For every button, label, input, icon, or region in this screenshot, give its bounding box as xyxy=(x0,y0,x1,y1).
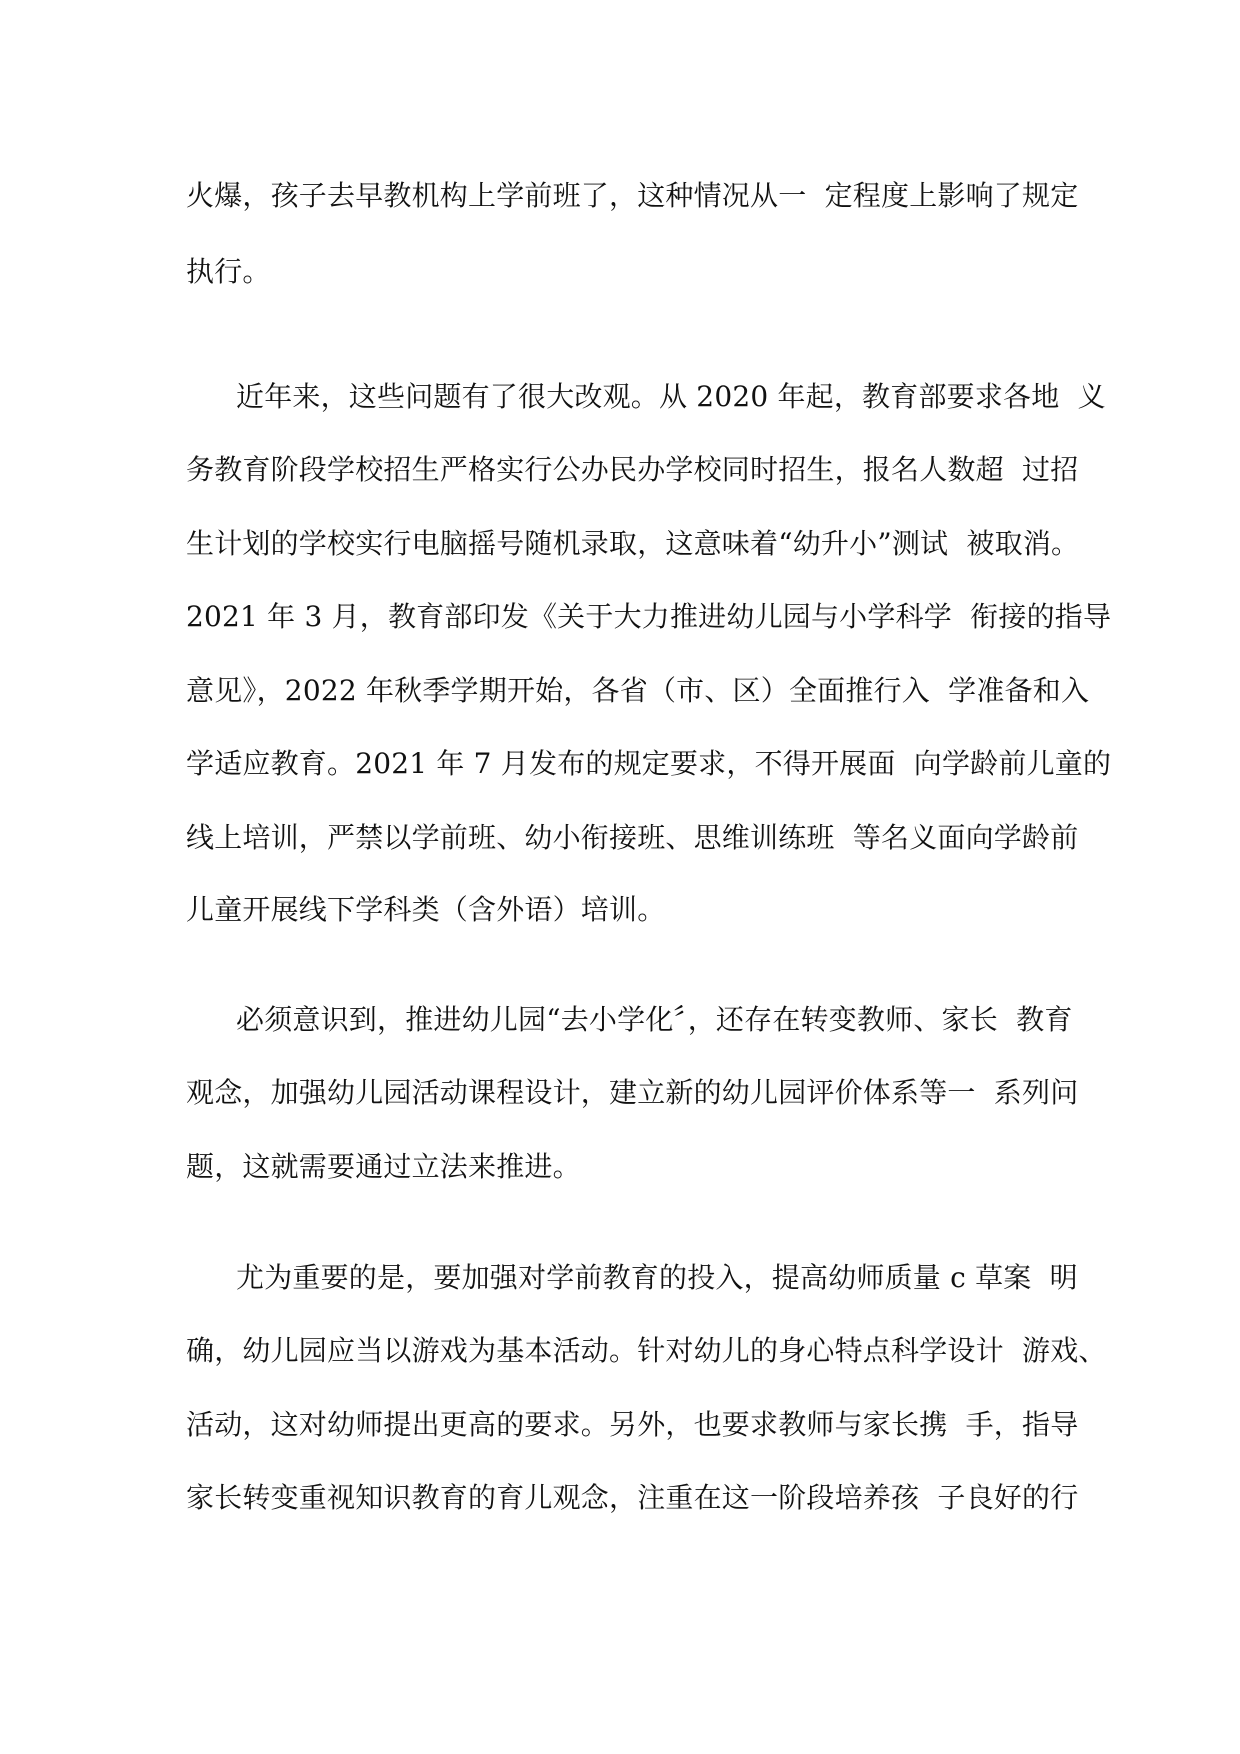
paragraph-4-line-1: 尤为重要的是，要加强对学前教育的投入，提高幼师质量 c 草案 明 xyxy=(236,1261,1078,1294)
paragraph-1-line-1: 火爆，孩子去早教机构上学前班了，这种情况从一 定程度上影响了规定 xyxy=(186,179,1079,212)
paragraph-2-line-4: 2021 年 3 月，教育部印发《关于大力推进幼儿园与小学科学 衔接的指导 xyxy=(186,600,1112,633)
paragraph-2-line-7: 线上培训，严禁以学前班、幼小衔接班、思维训练班 等名义面向学龄前 xyxy=(186,821,1079,854)
paragraph-2-line-6: 学适应教育。2021 年 7 月发布的规定要求，不得开展面 向学龄前儿童的 xyxy=(186,747,1112,780)
paragraph-2-line-8: 儿童开展线下学科类（含外语）培训。 xyxy=(186,893,666,926)
paragraph-3-line-3: 题，这就需要通过立法来推进。 xyxy=(186,1150,581,1183)
paragraph-3-line-2: 观念，加强幼儿园活动课程设计，建立新的幼儿园评价体系等一 系列问 xyxy=(186,1076,1079,1109)
paragraph-2-line-2: 务教育阶段学校招生严格实行公办民办学校同时招生，报名人数超 过招 xyxy=(186,453,1079,486)
paragraph-2-line-3: 生计划的学校实行电脑摇号随机录取，这意味着“幼升小”测试 被取消。 xyxy=(186,527,1080,560)
paragraph-4-line-3: 活动，这对幼师提出更高的要求。另外，也要求教师与家长携 手，指导 xyxy=(186,1408,1079,1441)
paragraph-1-line-2: 执行。 xyxy=(186,255,271,288)
paragraph-2-line-5: 意见》，2022 年秋季学期开始，各省（市、区）全面推行入 学准备和入 xyxy=(186,674,1090,707)
paragraph-4-line-4: 家长转变重视知识教育的育儿观念，注重在这一阶段培养孩 子良好的行 xyxy=(186,1481,1079,1514)
paragraph-4-line-2: 确，幼儿园应当以游戏为基本活动。针对幼儿的身心特点科学设计 游戏、 xyxy=(186,1334,1107,1367)
paragraph-2-line-1: 近年来，这些问题有了很大改观。从 2020 年起，教育部要求各地 义 xyxy=(236,380,1106,413)
paragraph-3-line-1: 必须意识到，推进幼儿园“去小学化〞，还存在转变教师、家长 教育 xyxy=(236,1003,1073,1036)
